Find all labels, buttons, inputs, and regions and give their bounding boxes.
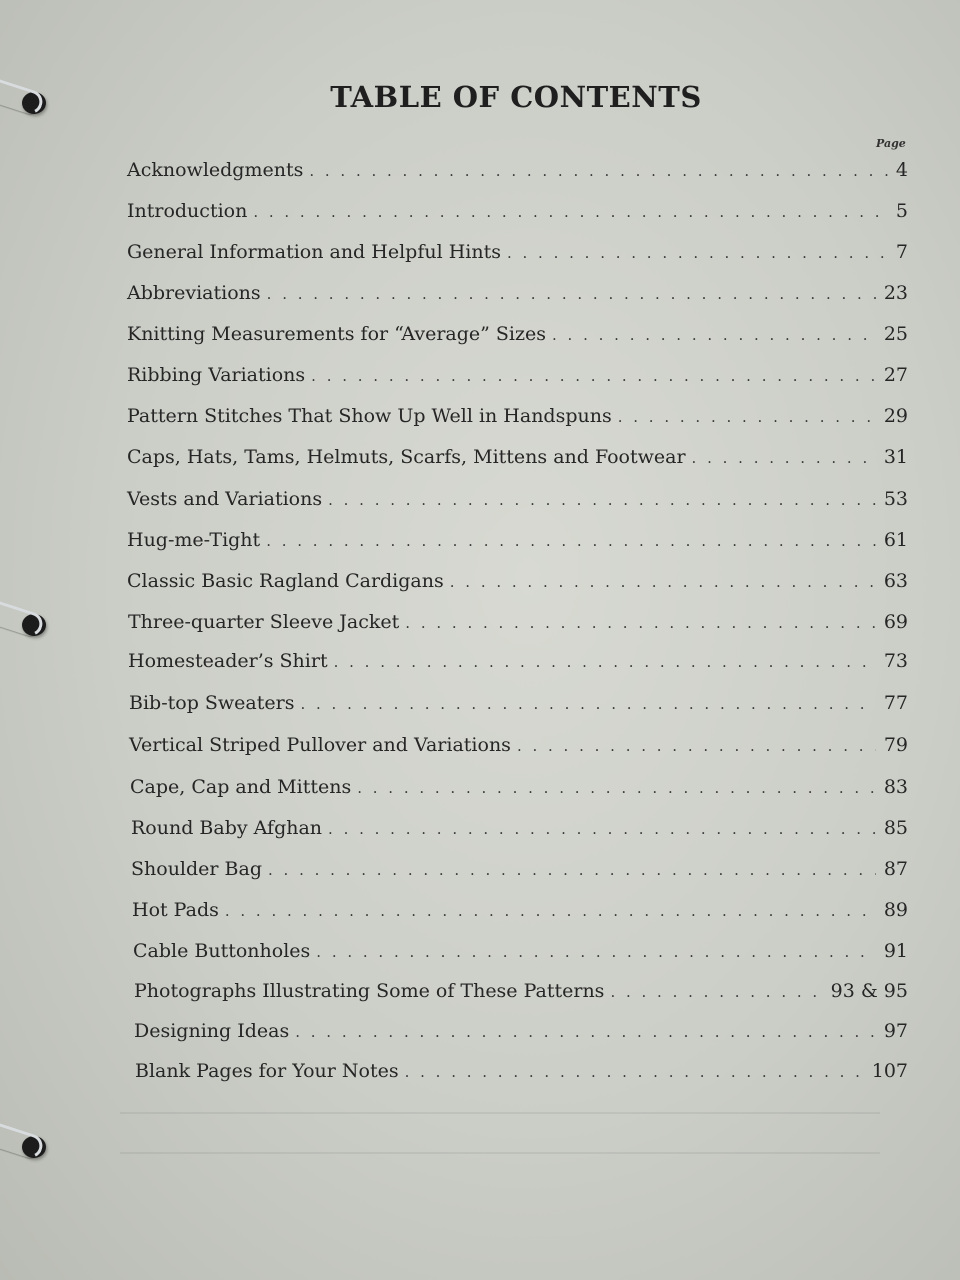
- page-title: TABLE OF CONTENTS: [330, 80, 702, 114]
- toc-entry: [127, 568, 908, 594]
- toc-entry-page: 23: [883, 282, 908, 304]
- toc-entry-title: Classic Basic Ragland Cardigans: [127, 570, 444, 592]
- toc-entry-page: 69: [883, 611, 908, 633]
- toc-entry: [132, 897, 908, 923]
- toc-entry-page: 89: [883, 899, 908, 921]
- dot-leader: [552, 322, 876, 348]
- toc-entry-page: 27: [883, 364, 908, 386]
- toc-entry-page: 93 & 95: [830, 980, 908, 1002]
- toc-entry-title: Designing Ideas: [134, 1020, 290, 1042]
- toc-entry-title: Round Baby Afghan: [131, 817, 323, 839]
- dot-leader: [334, 649, 876, 675]
- toc-entry: [130, 774, 908, 800]
- toc-entry-title: Three-quarter Sleeve Jacket: [128, 611, 400, 633]
- dot-leader: [309, 158, 888, 184]
- toc-entry-page: 85: [883, 817, 908, 839]
- toc-entry: [127, 321, 908, 347]
- toc-entry-title: Homesteader’s Shirt: [128, 650, 328, 672]
- toc-entry: [127, 527, 908, 553]
- toc-entry: [135, 1058, 908, 1084]
- toc-entry: [127, 486, 908, 512]
- toc-entry-title: Hot Pads: [132, 899, 219, 921]
- dot-leader: [357, 775, 876, 801]
- toc-entry: [127, 198, 908, 224]
- dot-leader: [507, 240, 888, 266]
- toc-entry-title: Blank Pages for Your Notes: [135, 1060, 399, 1082]
- toc-entry: [134, 1018, 908, 1044]
- toc-entry-title: Hug-me-Tight: [127, 529, 261, 551]
- dot-leader: [295, 1019, 876, 1045]
- toc-entry: [134, 978, 908, 1004]
- dot-leader: [253, 199, 888, 225]
- toc-entry-page: 4: [895, 159, 908, 181]
- dot-leader: [405, 610, 876, 636]
- toc-entry: [127, 362, 908, 388]
- toc-entry: [133, 938, 908, 964]
- dot-leader: [517, 733, 876, 759]
- toc-entry-title: Vests and Variations: [127, 488, 323, 510]
- toc-entry-title: Knitting Measurements for “Average” Sizes: [127, 323, 547, 345]
- toc-entry: [131, 856, 908, 882]
- toc-entry-title: Ribbing Variations: [127, 364, 306, 386]
- toc-entry-page: 73: [883, 650, 908, 672]
- toc-entry-title: Introduction: [127, 200, 248, 222]
- toc-entry-page: 5: [895, 200, 908, 222]
- toc-entry: [127, 403, 908, 429]
- dot-leader: [268, 857, 876, 883]
- dot-leader: [618, 404, 876, 430]
- dot-leader: [692, 445, 876, 471]
- toc-entry-page: 83: [883, 776, 908, 798]
- toc-entry-page: 91: [883, 940, 908, 962]
- toc-entry-page: 25: [883, 323, 908, 345]
- toc-entry-title: Abbreviations: [127, 282, 261, 304]
- toc-entry-title: Cape, Cap and Mittens: [130, 776, 352, 798]
- dot-leader: [311, 363, 876, 389]
- toc-entry: [128, 648, 908, 674]
- toc-entry-title: Acknowledgments: [127, 159, 304, 181]
- toc-entry-page: 107: [871, 1060, 908, 1082]
- toc-entry: [127, 444, 908, 470]
- toc-entry-title: Photographs Illustrating Some of These Patterns: [134, 980, 605, 1002]
- toc-entry: [129, 690, 908, 716]
- dot-leader: [328, 816, 876, 842]
- toc-entry: [131, 815, 908, 841]
- toc-entry-page: 53: [883, 488, 908, 510]
- toc-entry-page: 97: [883, 1020, 908, 1042]
- dot-leader: [267, 281, 876, 307]
- toc-entry-title: Pattern Stitches That Show Up Well in Handspuns: [127, 405, 612, 427]
- dot-leader: [300, 691, 875, 717]
- dot-leader: [316, 939, 876, 965]
- toc-entry-page: 77: [883, 692, 908, 714]
- toc-entry-title: Bib-top Sweaters: [129, 692, 295, 714]
- toc-entry: [127, 280, 908, 306]
- toc-entry-page: 61: [883, 529, 908, 551]
- page-column-label: Page: [876, 137, 906, 150]
- toc-entry-page: 87: [883, 858, 908, 880]
- dot-leader: [328, 487, 876, 513]
- toc-entry-title: General Information and Helpful Hints: [127, 241, 501, 263]
- dot-leader: [266, 528, 876, 554]
- toc-entry: [127, 157, 908, 183]
- dot-leader: [225, 898, 876, 924]
- toc-entry-title: Shoulder Bag: [131, 858, 262, 880]
- toc-entry-page: 29: [883, 405, 908, 427]
- toc-entry: [127, 239, 908, 265]
- toc-entry-page: 79: [883, 734, 908, 756]
- toc-entry-title: Vertical Striped Pullover and Variations: [129, 734, 511, 756]
- toc-entry: [128, 609, 908, 635]
- dot-leader: [610, 979, 822, 1005]
- toc-entry: [129, 732, 908, 758]
- toc-entry-page: 31: [883, 446, 908, 468]
- toc-entry-title: Cable Buttonholes: [133, 940, 311, 962]
- toc-entry-page: 63: [883, 570, 908, 592]
- toc-entry-title: Caps, Hats, Tams, Helmuts, Scarfs, Mittens and Footwear: [127, 446, 686, 468]
- toc-entry-page: 7: [895, 241, 908, 263]
- dot-leader: [405, 1059, 864, 1085]
- dot-leader: [450, 569, 876, 595]
